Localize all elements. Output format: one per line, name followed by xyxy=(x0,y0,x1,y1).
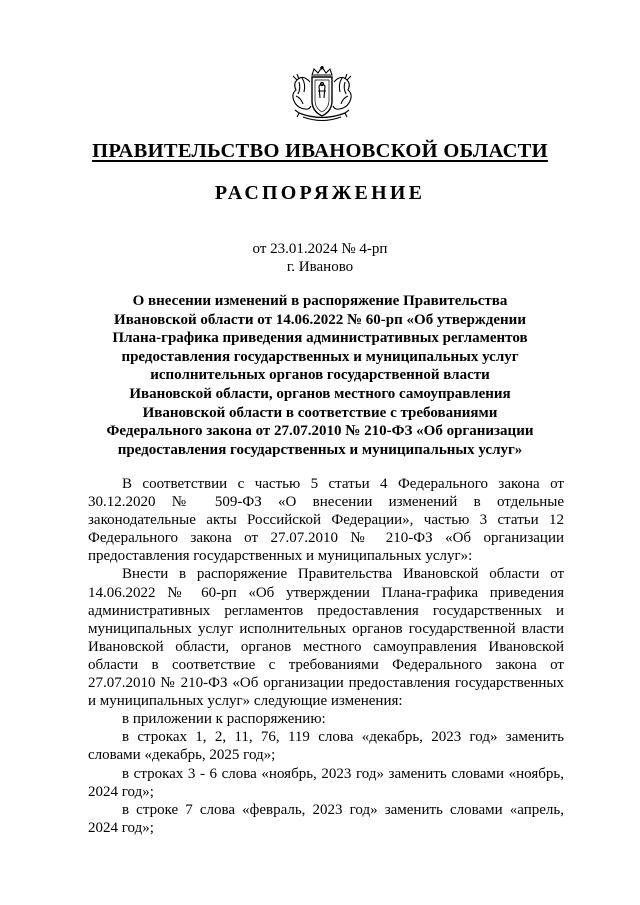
subject-line: О внесении изменений в распоряжение Правительства xyxy=(132,293,508,309)
subject-line: Плана-графика приведения административных регламентов xyxy=(112,330,528,347)
body-paragraph: В соответствии с частью 5 статьи 4 Федерального закона от 30.12.2020 № 509-ФЗ «О внесении изменений в отдельные законодательные акты Российской Федерации», частью 3 статьи 12 Федерального закона от 27.07.2010 № 210-ФЗ «Об организации предоставления государственных и муниципальных услуг»: xyxy=(88,476,564,565)
body-paragraph: в строках 3 - 6 слова «ноябрь, 2023 год» заменить словами «ноябрь, 2024 год»; xyxy=(88,765,564,800)
city: г. Иваново xyxy=(286,259,354,275)
coat-of-arms-icon xyxy=(285,66,359,124)
date-city-block xyxy=(0,240,640,276)
subject-line: предоставления государственных и муниципальных услуг xyxy=(121,348,519,365)
document-body xyxy=(88,475,564,837)
document-subject xyxy=(96,292,544,459)
subject-line: Ивановской области от 14.06.2022 № 60-рп «Об утверждении xyxy=(114,311,526,328)
body-paragraph: Внести в распоряжение Правительства Ивановской области от 14.06.2022 № 60-рп «Об утверждении Плана-графика приведения административных регламентов предоставления государственных и муниципальных услуг исполнительных органов государственной власти Ивановской области, органов местного самоуправления Ивановской области в соответствие с требованиями Федерального закона от 27.07.2010 № 210-ФЗ «Об организации предоставления государственных и муниципальных услуг» следующие изменения: xyxy=(88,566,564,710)
body-paragraph: в строке 7 слова «февраль, 2023 год» заменить словами «апрель, 2024 год»; xyxy=(88,801,564,836)
document-type: РАСПОРЯЖЕНИЕ xyxy=(214,182,426,204)
date-number: от 23.01.2024 № 4-рп xyxy=(252,241,388,257)
body-paragraph: в строках 1, 2, 11, 76, 119 слова «декабрь, 2023 год» заменить словами «декабрь, 2025 год»; xyxy=(88,729,564,764)
body-paragraph: в приложении к распоряжению: xyxy=(122,711,326,728)
government-title: ПРАВИТЕЛЬСТВО ИВАНОВСКОЙ ОБЛАСТИ xyxy=(92,140,548,162)
subject-line: предоставления государственных и муниципальных услуг» xyxy=(117,441,523,458)
subject-line: Федерального закона от 27.07.2010 № 210-ФЗ «Об организации xyxy=(106,423,534,440)
subject-line: Ивановской области в соответствие с требованиями xyxy=(142,404,498,421)
subject-line: Ивановской области, органов местного самоуправления xyxy=(129,385,511,402)
subject-line: исполнительных органов государственной власти xyxy=(150,367,490,384)
